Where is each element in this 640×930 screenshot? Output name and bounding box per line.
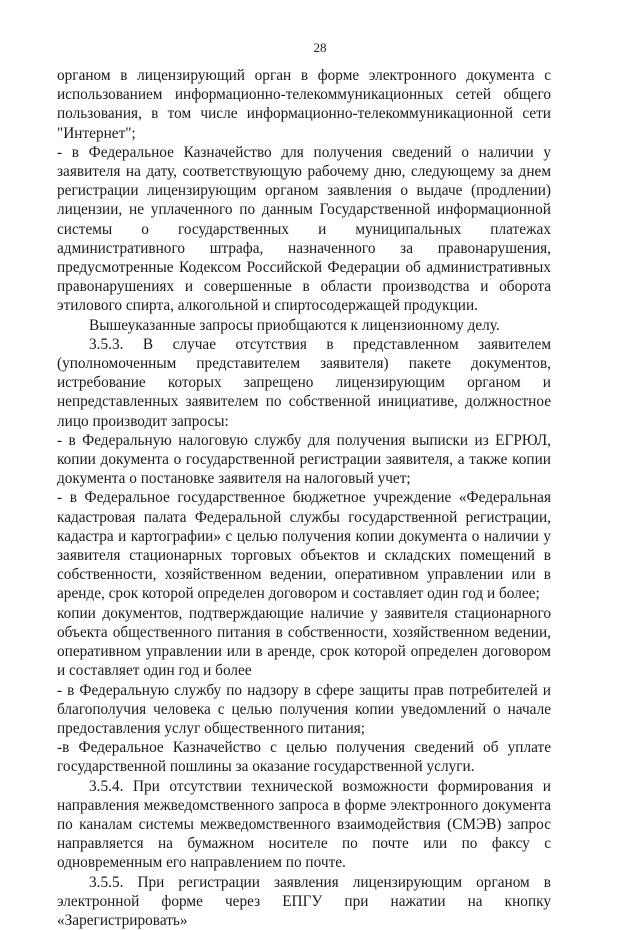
paragraph: 3.5.3. В случае отсутствия в представленном заявителем (уполномоченным представителем заявителя) пакете документов, истребование которых запрещено лицензирующим органом и непредставленных заявителем по собственной инициативе, должностное лицо производит запросы:	[57, 335, 551, 430]
paragraph: органом в лицензирующий орган в форме электронного документа с использованием информационно-телекоммуникационных сетей общего пользования, в том числе информационно-телекоммуникационной сети "Интернет";	[57, 67, 551, 142]
page-number: 28	[313, 40, 327, 55]
paragraph: 3.5.4. При отсутствии технической возможности формирования и направления межведомственного запроса в форме электронного документа по каналам системы межведомственного взаимодействия (СМЭВ) запрос направляется на бумажном носителе по почте или по факсу с одновременным его направлением по почте.	[57, 777, 551, 872]
paragraph: Вышеуказанные запросы приобщаются к лицензионному делу.	[89, 316, 500, 334]
paragraph: - в Федеральную службу по надзору в сфере защиты прав потребителей и благополучия человека с целью получения копии уведомлений о начале предоставления услуг общественного питания;	[57, 681, 551, 737]
paragraph: - в Федеральное государственное бюджетное учреждение «Федеральная кадастровая палата Федеральной службы государственной регистрации, кадастра и картографии» с целью получения копии документа о наличии у заявителя стационарных торговых объектов и складских помещений в собственности, хозяйственном ведении, оперативном управлении или в аренде, срок которой определен договором и составляет один год и более;	[57, 489, 551, 603]
paragraph: -в Федеральное Казначейство с целью получения сведений об уплате государственной пошлины за оказание государственной услуги.	[57, 739, 551, 776]
paragraph: копии документов, подтверждающие наличие у заявителя стационарного объекта общественного питания в собственности, хозяйственном ведении, оперативном управлении или в аренде, срок которой определен договором и составляет один год и более	[57, 604, 551, 680]
paragraph: 3.5.5. При регистрации заявления лицензирующим органом в электронной форме через ЕПГУ при нажатии на кнопку «Зарегистрировать»	[57, 873, 551, 929]
paragraph: - в Федеральное Казначейство для получения сведений о наличии у заявителя на дату, соответствующую рабочему дню, следующему за днем регистрации лицензирующим органом заявления о выдаче (продлении) лицензии, не уплаченного по данным Государственной информационной системы о государственных и муниципальных платежах административного штрафа, назначенного за правонарушения, предусмотренные Кодексом Российской Федерации об административных правонарушениях и совершенные в области производства и оборота этилового спирта, алкогольной и спиртосодержащей продукции.	[57, 143, 551, 315]
document-body	[57, 66, 551, 930]
paragraph: - в Федеральную налоговую службу для получения выписки из ЕГРЮЛ, копии документа о государственной регистрации заявителя, а также копии документа о постановке заявителя на налоговый учет;	[57, 431, 551, 488]
